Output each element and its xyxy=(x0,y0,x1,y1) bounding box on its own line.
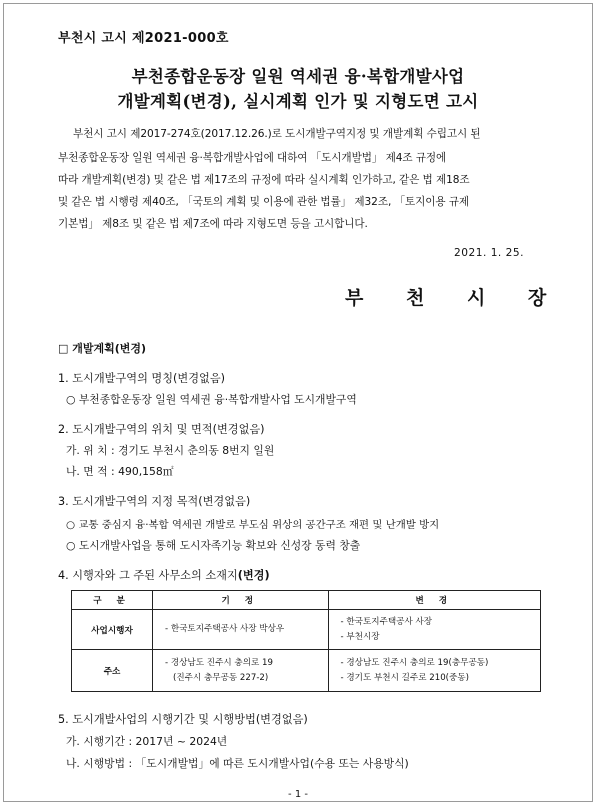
title-line-1: 부천종합운동장 일원 역세권 융·복합개발사업 xyxy=(131,67,465,86)
table-header-after: 변 경 xyxy=(328,591,540,610)
table-cell-before xyxy=(153,610,329,650)
item-4-heading xyxy=(58,567,270,583)
item-3-purpose-1: ○ 교통 중심지 융·복합 역세권 개발로 부도심 위상의 공간구조 재편 및 난개발 방지 xyxy=(66,519,440,531)
item-3-heading: 3. 도시개발구역의 지정 목적(변경없음) xyxy=(58,495,251,508)
section-title: □ 개발계획(변경) xyxy=(58,342,147,355)
item-4-heading-changed: (변경) xyxy=(237,569,270,582)
item-4-heading-text: 4. 시행자와 그 주된 사무소의 소재지 xyxy=(58,569,238,582)
table-header-before: 기 정 xyxy=(153,591,329,610)
notice-number: 부천시 고시 제2021-000호 xyxy=(58,31,229,46)
body-line-5: 기본법」 제8조 및 같은 법 제7조에 따라 지형도면 등을 고시합니다. xyxy=(58,218,368,230)
item-5-heading: 5. 도시개발사업의 시행기간 및 시행방법(변경없음) xyxy=(58,713,308,726)
item-2-heading: 2. 도시개발구역의 위치 및 면적(변경없음) xyxy=(58,423,265,436)
table-cell-after xyxy=(328,650,540,692)
notice-date: 2021. 1. 25. xyxy=(454,247,525,259)
item-5-method: 나. 시행방법 : 「도시개발법」에 따른 도시개발사업(수용 또는 사용방식) xyxy=(66,757,409,770)
page-number: - 1 - xyxy=(288,789,308,800)
item-2-area: 나. 면 적 : 490,158㎡ xyxy=(66,465,174,478)
body-line-3: 따라 개발계획(변경) 및 같은 법 제17조의 규정에 따라 실시계획 인가하고, 같은 법 제18조 xyxy=(58,174,470,186)
cell-line: - 경기도 부천시 길주로 210(중동) xyxy=(340,672,469,683)
table-cell-before xyxy=(153,650,329,692)
body-line-4: 및 같은 법 시행령 제40조, 「국토의 계획 및 이용에 관한 법률」 제32조, 「토지이용 규제 xyxy=(58,196,470,208)
item-3-purpose-2: ○ 도시개발사업을 통해 도시자족기능 확보와 신성장 동력 창출 xyxy=(66,539,361,552)
body-line-1: 부천시 고시 제2017-274호(2017.12.26.)로 도시개발구역지정 및 개발계획 수립고시 된 xyxy=(73,128,481,140)
table-row-label: 사업시행자 xyxy=(72,610,153,650)
table-cell-after xyxy=(328,610,540,650)
cell-line: - 경상남도 진주시 충의로 19(충무공동) xyxy=(340,657,489,668)
table-header-row xyxy=(72,591,541,610)
cell-line: - 부천시장 xyxy=(340,631,380,642)
item-1-detail: ○ 부천종합운동장 일원 역세권 융·복합개발사업 도시개발구역 xyxy=(66,393,357,406)
cell-line: (진주시 충무공동 227-2) xyxy=(173,672,269,683)
item-1-heading: 1. 도시개발구역의 명칭(변경없음) xyxy=(58,372,226,385)
cell-line: - 한국토지주택공사 사장 xyxy=(340,616,433,627)
executor-table xyxy=(71,590,541,692)
title-line-2: 개발계획(변경), 실시계획 인가 및 지형도면 고시 xyxy=(117,92,479,111)
issuer-signature: 부 천 시 장 xyxy=(345,287,547,309)
table-row xyxy=(72,610,541,650)
table-header-category: 구 분 xyxy=(72,591,153,610)
item-5-period: 가. 시행기간 : 2017년 ~ 2024년 xyxy=(66,735,228,748)
cell-line: - 경상남도 진주시 충의로 19 xyxy=(165,657,273,668)
cell-line: - 한국토지주택공사 사장 박상우 xyxy=(165,624,285,634)
table-row-label: 주소 xyxy=(72,650,153,692)
body-line-2: 부천종합운동장 일원 역세권 융·복합개발사업에 대하여 「도시개발법」 제4조 규정에 xyxy=(58,152,447,164)
item-2-location: 가. 위 치 : 경기도 부천시 춘의동 8번지 일원 xyxy=(66,444,275,457)
table-row xyxy=(72,650,541,692)
